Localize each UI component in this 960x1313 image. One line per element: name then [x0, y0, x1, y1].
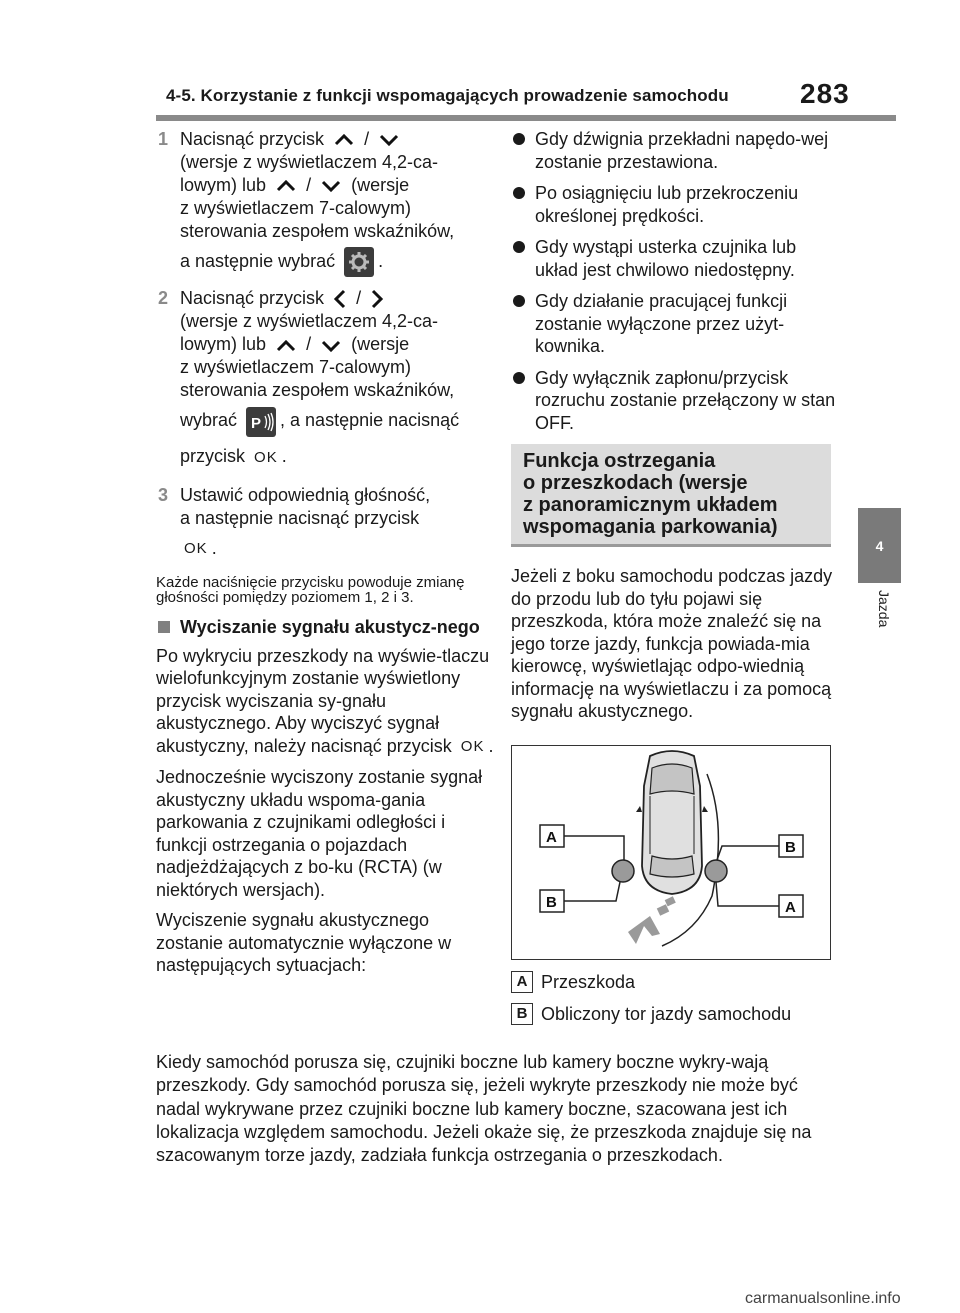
step-text: a następnie wybrać	[180, 251, 336, 271]
step-text: .	[211, 537, 217, 558]
label-b-left: B	[546, 893, 557, 911]
step-text: .	[281, 446, 287, 467]
mute-paragraph-1	[156, 645, 496, 759]
step-text: Ustawić odpowiednią głośność,	[180, 484, 431, 505]
page-header-title: 4-5. Korzystanie z funkcji wspomagających prowadzenie samochodu	[166, 86, 729, 105]
right-column	[511, 128, 841, 1028]
warning-section-heading	[511, 444, 831, 547]
page-number: 283	[800, 78, 850, 109]
bullet-text: Gdy dźwignia przekładni napędo-wej zostanie przestawiona.	[535, 129, 829, 172]
step-text: sterowania zespołem wskaźników,	[180, 380, 455, 401]
chapter-tab	[858, 508, 901, 583]
step-line	[180, 174, 496, 197]
legend-key: A	[511, 971, 533, 993]
step-text: lowym) lub	[180, 175, 267, 195]
step-text: Nacisnąć przycisk	[180, 288, 325, 308]
chevron-up-icon	[275, 339, 297, 353]
left-column	[156, 128, 496, 985]
label-b-right: B	[785, 838, 796, 856]
step-text: Nacisnąć przycisk	[180, 129, 325, 149]
step-line	[180, 333, 496, 356]
step-text: (wersje z wyświetlaczem 4,2-ca-	[180, 152, 439, 172]
diagram-svg	[512, 746, 829, 958]
bottom-paragraph: Kiedy samochód porusza się, czujniki boczne lub kamery boczne wykry-wają przeszkody. Gdy samochód porusza się, jeżeli wykryte przeszkody nie może być nadal wykrywane przez czujniki boczne lub kamery boczne, szacowana jest ich lokalizacja względem samochodu. Jeżeli okaże się, że przeszkoda znajduje się na szacowanym torze jazdy, zadziała funkcja ostrzegania o przeszkodach.	[156, 1052, 812, 1166]
legend-text: Przeszkoda	[541, 971, 636, 992]
mute-heading-text: Wyciszanie sygnału akustycz-nego	[180, 616, 480, 637]
step-text: wybrać	[180, 410, 238, 431]
ok-button-icon: OK	[460, 737, 485, 755]
label-a-left: A	[546, 828, 557, 846]
bullet-item	[511, 236, 841, 281]
bullet-item	[511, 182, 841, 227]
chevron-down-icon	[320, 179, 342, 193]
step-number: 2	[158, 288, 169, 308]
step-line	[180, 287, 496, 310]
step-line	[180, 243, 496, 279]
mute-paragraph-3: Wyciszenie sygnału akustycznego zostanie automatycznie wyłączone w następujących sytuacjach:	[156, 910, 452, 976]
step-text: lowym) lub	[180, 334, 267, 355]
step-3	[156, 484, 496, 567]
volume-note: Każde naciśnięcie przycisku powoduje zmianę głośności pomiędzy poziomem 1, 2 i 3.	[156, 573, 465, 606]
slash-separator: /	[364, 129, 370, 149]
bullet-item	[511, 367, 841, 435]
bullet-dot-icon	[513, 295, 525, 307]
step-text: przycisk	[180, 446, 246, 467]
bullet-text: Po osiągnięciu lub przekroczeniu określonej prędkości.	[535, 183, 799, 226]
heading-line: wspomagania parkowania)	[523, 516, 778, 538]
step-text: (wersje	[351, 334, 410, 355]
step-text: (wersje	[351, 175, 410, 195]
parking-sensor-icon	[246, 407, 276, 437]
step-1	[156, 128, 496, 279]
chevron-down-icon	[378, 133, 400, 147]
bullet-text: Gdy wyłącznik zapłonu/przycisk rozruchu zostanie przełączony w stan OFF.	[535, 367, 836, 433]
slash-separator: /	[306, 175, 312, 195]
heading-line: o przeszkodach (wersje	[523, 472, 748, 494]
legend-item-a	[511, 968, 841, 996]
bullet-dot-icon	[513, 372, 525, 384]
ok-button-icon: OK	[184, 539, 208, 557]
legend-key: B	[511, 1003, 533, 1025]
legend-text: Obliczony tor jazdy samochodu	[541, 1003, 792, 1024]
step-line	[180, 128, 496, 151]
watermark: carmanualsonline.info	[745, 1290, 901, 1307]
header-divider	[156, 115, 896, 121]
chevron-down-icon	[320, 339, 342, 353]
mute-paragraph-2: Jednocześnie wyciszony zostanie sygnał akustyczny układu wspoma-gania parkowania z czujnikami odległości i funkcji ostrzegania o pojazdach nadjeżdżających z bo-ku (RCTA) (w niektórych wersjach).	[156, 767, 483, 900]
obstacle-left-circle	[612, 860, 634, 882]
settings-gear-icon	[344, 247, 374, 277]
bullet-item	[511, 290, 841, 358]
step-text: z wyświetlaczem 7-calowym)	[180, 198, 412, 218]
chevron-right-icon	[370, 288, 384, 310]
step-text: .	[378, 251, 384, 271]
obstacle-right-circle	[705, 860, 727, 882]
pw-icon-text: P	[251, 414, 262, 432]
label-a-right: A	[785, 898, 796, 916]
step-text: , a następnie nacisnąć	[280, 410, 460, 431]
step-text: z wyświetlaczem 7-calowym)	[180, 357, 412, 378]
slash-separator: /	[306, 334, 312, 355]
chevron-left-icon	[333, 288, 347, 310]
legend-item-b	[511, 1000, 841, 1028]
step-text: sterowania zespołem wskaźników,	[180, 221, 455, 241]
reverse-direction-arrow-icon	[628, 896, 676, 944]
mute-para1-text: Po wykryciu przeszkody na wyświe-tlaczu wielofunkcyjnym zostanie wyświetlony przycisk wyciszania sy-gnału akustycznego. Aby wyciszyć sygnał akustyczny, należy nacisnąć przycisk	[156, 645, 490, 756]
chevron-up-icon	[275, 179, 297, 193]
mute-para1-end: .	[488, 735, 494, 756]
step-number: 1	[158, 129, 169, 149]
warning-paragraph: Jeżeli z boku samochodu podczas jazdy do przodu lub do tyłu pojawi się przeszkoda, która może znaleźć się na jego torze jazdy, funkcja powiada-mia kierowcę, wyświetlając odpo-wiednią informację na wyświetlaczu i za pomocą sygnału akustycznego.	[511, 566, 833, 721]
bullet-item	[511, 128, 841, 173]
chapter-label: Jazda	[876, 590, 892, 628]
chapter-number: 4	[875, 537, 884, 554]
step-line	[180, 438, 496, 475]
obstacle-warning-diagram	[511, 745, 831, 960]
bullet-text: Gdy wystąpi usterka czujnika lub układ jest chwilowo niedostępny.	[535, 237, 797, 280]
bullet-dot-icon	[513, 187, 525, 199]
slash-separator: /	[356, 288, 362, 308]
step-line	[180, 530, 496, 567]
ok-button-icon: OK	[254, 448, 278, 466]
chevron-up-icon	[333, 133, 355, 147]
heading-line: z panoramicznym układem	[523, 494, 778, 516]
bullet-dot-icon	[513, 133, 525, 145]
car-top-view-icon	[636, 751, 708, 894]
mute-section-heading	[156, 615, 496, 639]
step-line	[180, 402, 496, 438]
square-bullet-icon	[158, 621, 170, 633]
bullet-text: Gdy działanie pracującej funkcji zostanie wyłączone przez użyt-kownika.	[535, 291, 788, 356]
bullet-dot-icon	[513, 241, 525, 253]
step-text: (wersje z wyświetlaczem 4,2-ca-	[180, 311, 439, 332]
step-text: a następnie nacisnąć przycisk	[180, 507, 420, 528]
heading-line: Funkcja ostrzegania	[523, 450, 716, 472]
step-number: 3	[158, 484, 169, 505]
step-2	[156, 287, 496, 476]
